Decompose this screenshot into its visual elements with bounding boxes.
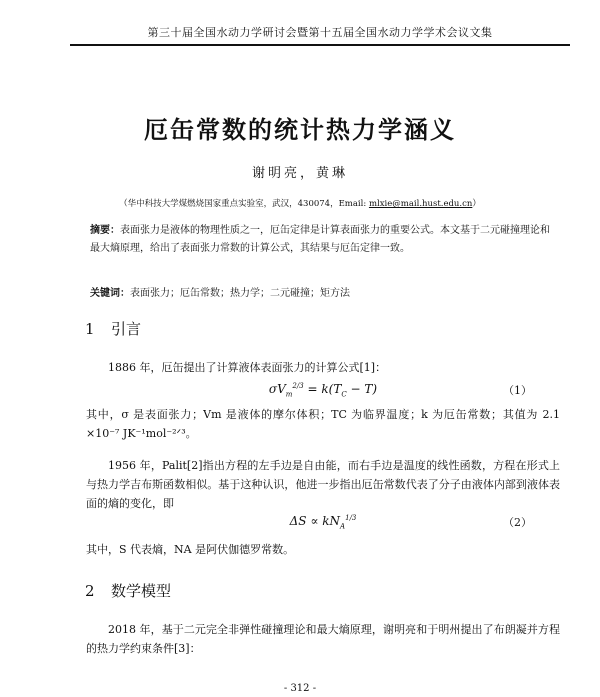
affiliation bbox=[0, 197, 600, 209]
author-email[interactable]: mlxie@mail.hust.edu.cn bbox=[368, 199, 473, 209]
abstract bbox=[90, 222, 550, 258]
section-title: 数学模型 bbox=[111, 582, 172, 600]
abstract-label: 摘要： bbox=[90, 225, 120, 236]
section-number: 1 bbox=[85, 320, 95, 338]
paragraph-entropy: 其中，S 代表熵，NA 是阿伏伽德罗常数。 bbox=[86, 543, 295, 556]
equation-2 bbox=[86, 514, 560, 534]
section-heading-1 bbox=[85, 318, 141, 339]
affiliation-text: （华中科技大学煤燃烧国家重点实验室，武汉，430074，Email: bbox=[119, 199, 367, 209]
paper-title: 厄缶常数的统计热力学涵义 bbox=[144, 115, 456, 144]
page-number: - 312 - bbox=[283, 683, 317, 694]
header-rule bbox=[70, 44, 570, 46]
keywords bbox=[90, 284, 550, 299]
equation-1 bbox=[86, 382, 560, 402]
authors: 谢明亮，黄琳 bbox=[251, 166, 348, 181]
section-number: 2 bbox=[85, 582, 95, 600]
running-head: 第三十届全国水动力学研讨会暨第十五届全国水动力学学术会议文集 bbox=[147, 26, 493, 39]
equation-1-expression: $\sigma V_m^{2/3} = k(T_C - T)$ bbox=[268, 382, 378, 399]
paragraph-intro: 1886 年，厄缶提出了计算液体表面张力的计算公式[1]： bbox=[108, 361, 387, 374]
paragraph-definitions: 其中，σ 是表面张力；Vm 是液体的摩尔体积；TC 为临界温度；k 为厄缶常数；其值为 2.1 ×10⁻⁷ JK⁻¹mol⁻²ᐟ³。 bbox=[86, 408, 560, 440]
affiliation-close: ） bbox=[472, 199, 481, 209]
keywords-text: 表面张力；厄缶常数；热力学；二元碰撞；矩方法 bbox=[130, 288, 350, 299]
equation-1-number: （1） bbox=[503, 384, 532, 397]
equation-2-number: （2） bbox=[503, 516, 532, 529]
equation-2-expression: $\Delta S \propto kN_A^{1/3}$ bbox=[289, 514, 357, 531]
section-title: 引言 bbox=[111, 320, 142, 338]
keywords-label: 关键词： bbox=[90, 288, 130, 299]
paragraph-model: 2018 年，基于二元完全非弹性碰撞理论和最大熵原理，谢明亮和于明州提出了布朗凝并方程的热力学约束条件[3]： bbox=[86, 623, 560, 655]
abstract-text: 表面张力是液体的物理性质之一，厄缶定律是计算表面张力的重要公式。本文基于二元碰撞理论和最大熵原理，给出了表面张力常数的计算公式，其结果与厄缶定律一致。 bbox=[90, 225, 550, 254]
paragraph-palit: 1956 年，Palit[2]指出方程的左手边是自由能，而右手边是温度的线性函数，方程在形式上与热力学吉布斯函数相似。基于这种认识，他进一步指出厄缶常数代表了分子由液体内部到液体表面的熵的变化，即 bbox=[86, 459, 560, 510]
section-heading-2 bbox=[85, 580, 171, 601]
